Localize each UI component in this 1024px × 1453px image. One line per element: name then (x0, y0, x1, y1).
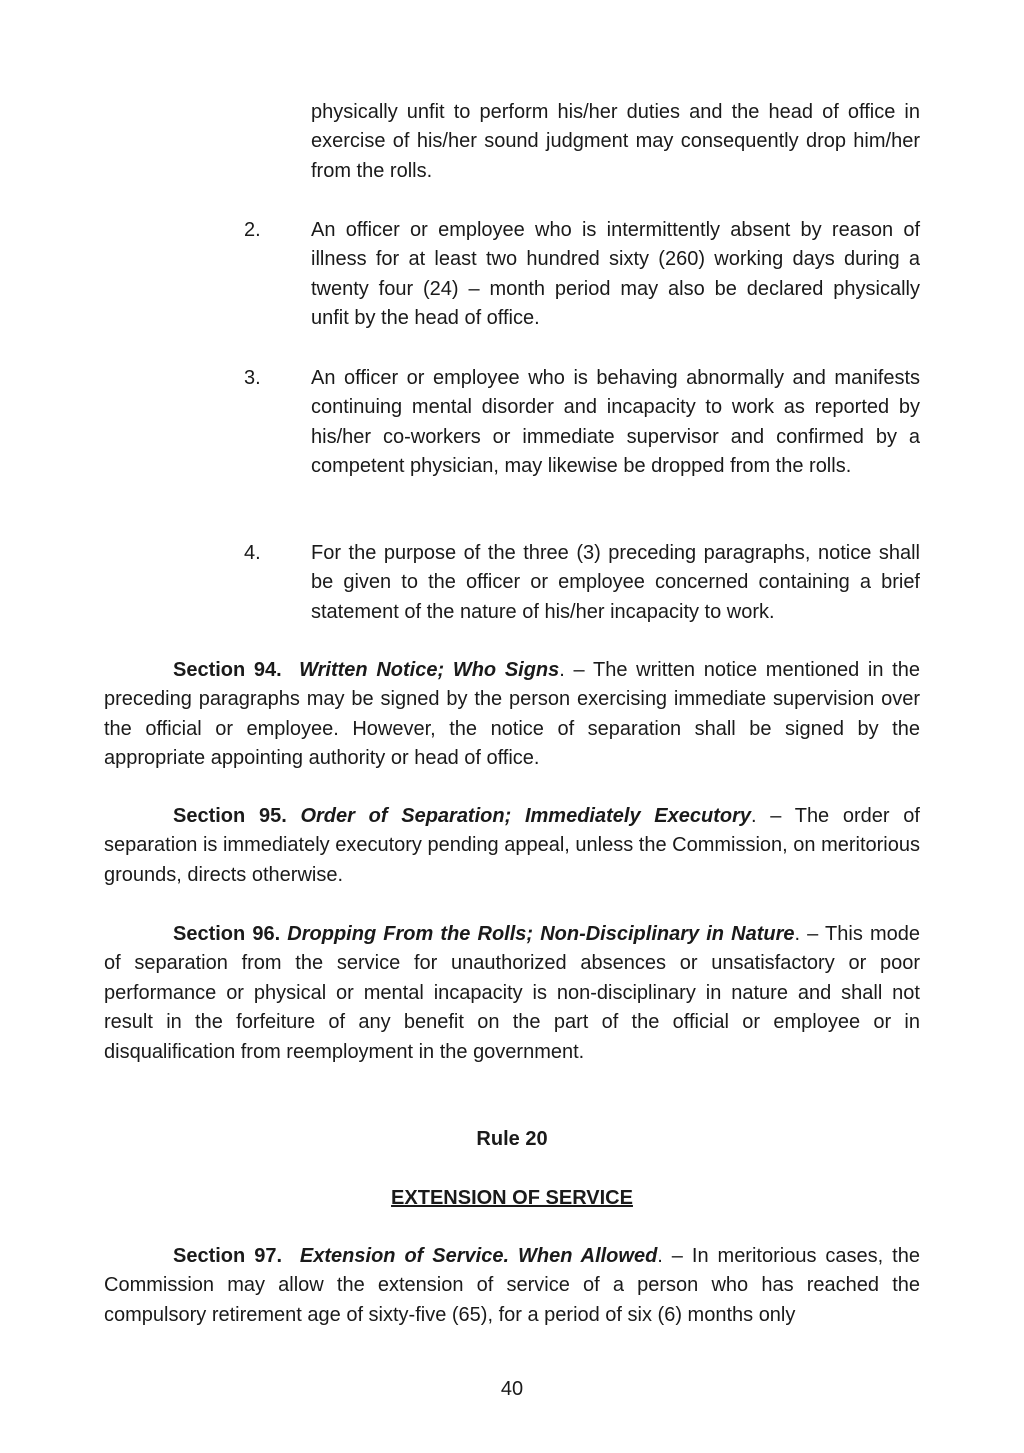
section-95 (104, 802, 920, 890)
section-title: Order of Separation; Immediately Executory (300, 805, 751, 827)
section-94-paragraph (104, 656, 920, 774)
list-item-2 (244, 216, 920, 336)
section-96-paragraph (104, 920, 920, 1067)
section-title: Written Notice; Who Signs (299, 659, 560, 681)
section-body: . – The order of separation is immediately executory pending appeal, unless the Commission, on meritorious grounds, directs otherwise. (104, 805, 920, 886)
page-number: 40 (500, 1378, 524, 1400)
item-1-continuation-text: physically unfit to perform his/her duties and the head of office in exercise of his/her sound judgment may consequently drop him/her from the rolls. (311, 101, 920, 182)
list-item-number: 3. (244, 367, 261, 389)
section-97 (104, 1242, 920, 1330)
section-94 (104, 656, 920, 774)
list-item-3 (244, 364, 920, 514)
rule-subheading: EXTENSION OF SERVICE (391, 1187, 633, 1209)
section-label: Section 94. (173, 659, 282, 681)
rule-heading: Rule 20 (476, 1128, 548, 1150)
list-item-number: 2. (244, 219, 261, 241)
list-item-text: For the purpose of the three (3) preceding paragraphs, notice shall be given to the officer or employee concerned containing a brief statement of the nature of his/her incapacity to work. (311, 542, 920, 623)
item-1-continuation (311, 98, 920, 186)
section-label: Section 95. (173, 805, 287, 827)
section-body: . – The written notice mentioned in the preceding paragraphs may be signed by the person exercising immediate supervision over the official or employee. However, the notice of separation shall be signed by the appropriate appointing authority or head of office. (104, 659, 920, 770)
section-95-paragraph (104, 802, 920, 890)
section-body: . – This mode of separation from the service for unauthorized absences or unsatisfactory or poor performance or physical or mental incapacity is non-disciplinary in nature and shall not result in the forfeiture of any benefit on the part of the official or employee or in disqualification from reemployment in the government. (104, 923, 920, 1063)
list-item-number: 4. (244, 542, 261, 564)
section-title: Dropping From the Rolls; Non-Disciplinary in Nature (287, 923, 795, 945)
section-title: Extension of Service. When Allowed (299, 1245, 658, 1267)
section-body: . – In meritorious cases, the Commission may allow the extension of service of a person who has reached the compulsory retirement age of sixty-five (65), for a period of six (6) months only (104, 1245, 920, 1326)
section-97-paragraph (104, 1242, 920, 1330)
list-item-text: An officer or employee who is intermittently absent by reason of illness for at least two hundred sixty (260) working days during a twenty four (24) – month period may also be declared physically unfit by the head of office. (311, 219, 920, 330)
list-item-4 (244, 539, 920, 631)
section-96 (104, 920, 920, 1067)
list-item-text: An officer or employee who is behaving abnormally and manifests continuing mental disorder and incapacity to work as reported by his/her co-workers or immediate supervisor and confirmed by a competent physician, may likewise be dropped from the rolls. (311, 367, 920, 478)
section-label: Section 96. (173, 923, 281, 945)
section-label: Section 97. (173, 1245, 282, 1267)
